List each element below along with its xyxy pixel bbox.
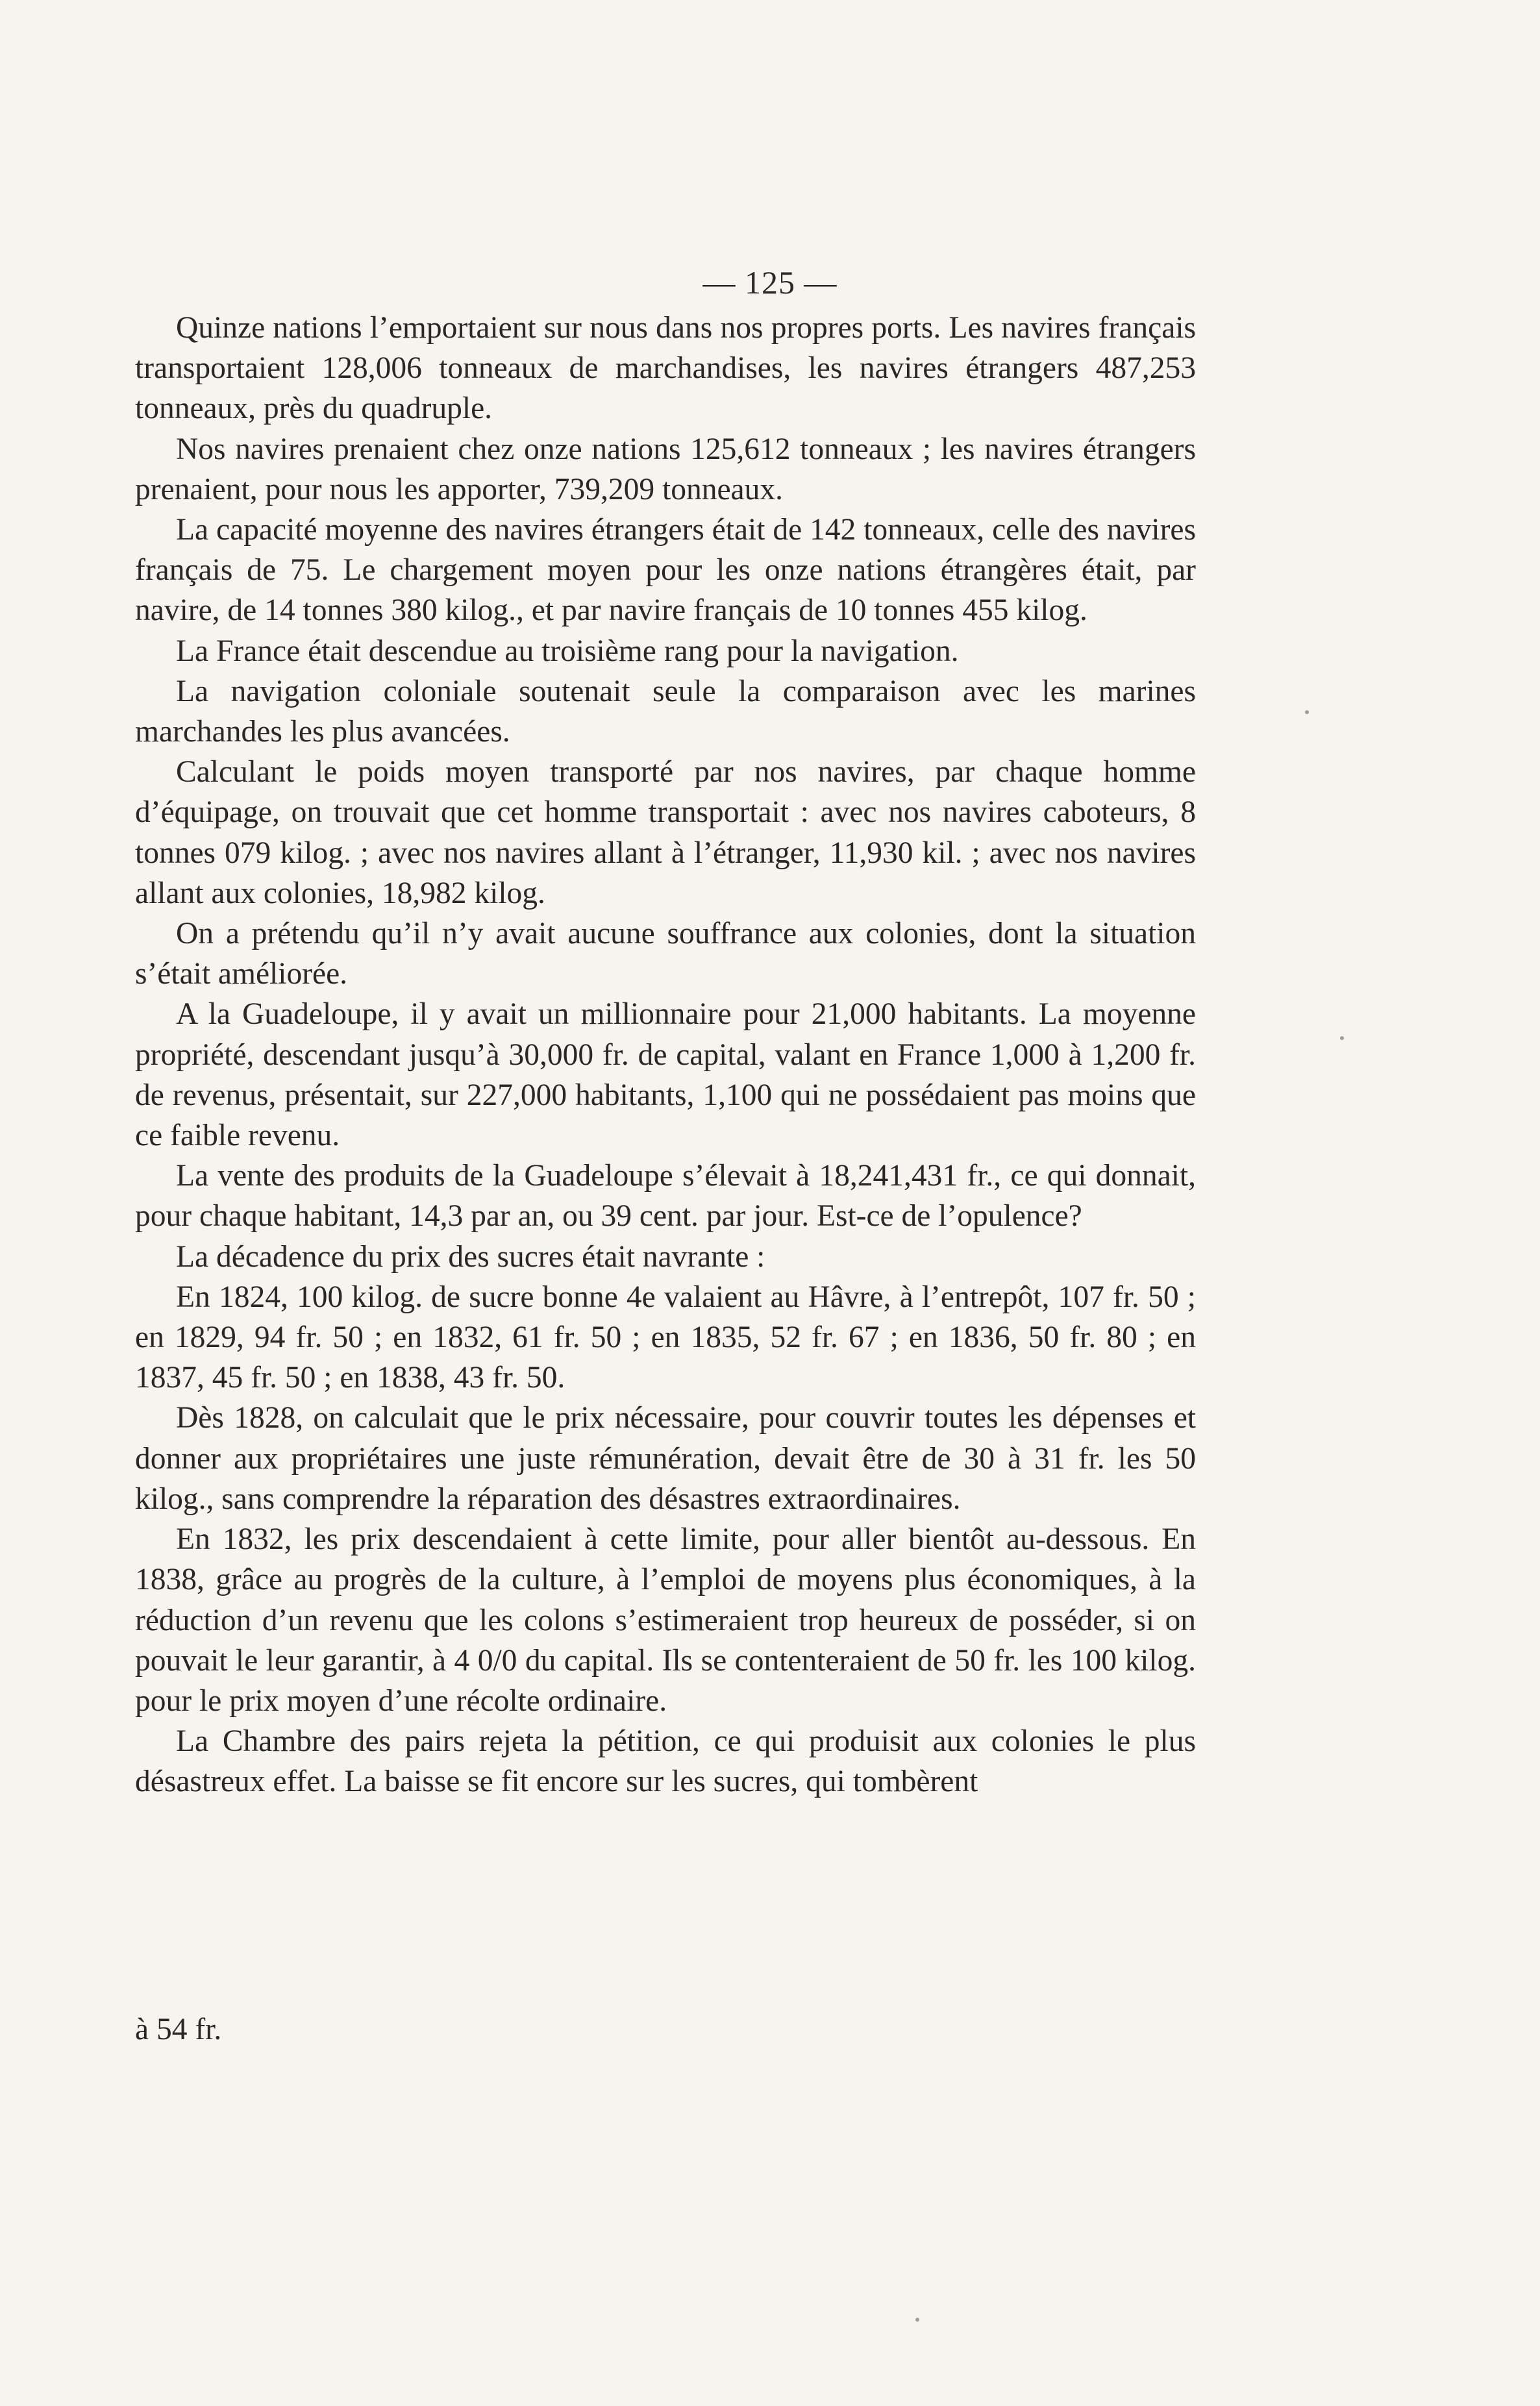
paragraph: On a prétendu qu’il n’y avait aucune souffrance aux colonies, dont la situation s’était améliorée.: [135, 917, 1196, 991]
paragraph: La décadence du prix des sucres était navrante :: [176, 1239, 765, 1274]
paragraph: A la Guadeloupe, il y avait un millionnaire pour 21,000 habitants. La moyenne propriété, descendant jusqu’à 30,000 fr. de capital, valant en France 1,000 à 1,200 fr. de revenus, présentait, sur 227,000 habitants, 1,100 qui ne possédaient pas moins que ce faible revenu.: [135, 997, 1196, 1153]
paragraph: La Chambre des pairs rejeta la pétition, ce qui produisit aux colonies le plus désastreux effet. La baisse se fit encore sur les sucres, qui tombèrent: [135, 1724, 1196, 1799]
paragraph: Nos navires prenaient chez onze nations 125,612 tonneaux ; les navires étrangers prenaient, pour nous les apporter, 739,209 tonneaux.: [135, 432, 1196, 506]
paragraph: En 1832, les prix descendaient à cette limite, pour aller bientôt au-dessous. En 1838, grâce au progrès de la culture, à l’emploi de moyens plus économiques, à la réduction d’un revenu que les colons s’estimeraient trop heureux de posséder, si on pouvait le leur garantir, à 4 0/0 du capital. Ils se contenteraient de 50 fr. les 100 kilog. pour le prix moyen d’une récolte ordinaire.: [135, 1522, 1196, 1718]
paragraph: La France était descendue au troisième rang pour la navigation.: [176, 634, 959, 668]
final-line: à 54 fr.: [135, 2013, 222, 2046]
paragraph: Quinze nations l’emportaient sur nous dans nos propres ports. Les navires français transportaient 128,006 tonneaux de marchandises, les navires étrangers 487,253 tonneaux, près du quadruple.: [135, 311, 1196, 426]
scan-speck: [915, 2318, 919, 2322]
paragraph: Calculant le poids moyen transporté par nos navires, par chaque homme d’équipage, on trouvait que cet homme transportait : avec nos navires caboteurs, 8 tonnes 079 kilog. ; avec nos navires allant à l’étranger, 11,930 kil. ; avec nos navires allant aux colonies, 18,982 kilog.: [135, 755, 1196, 910]
paragraph: La capacité moyenne des navires étrangers était de 142 tonneaux, celle des navires français de 75. Le chargement moyen pour les onze nations étrangères était, par navire, de 14 tonnes 380 kilog., et par navire français de 10 tonnes 455 kilog.: [135, 513, 1196, 628]
scan-speck: [1305, 710, 1309, 714]
scan-speck: [1340, 1036, 1344, 1040]
paragraph: Dès 1828, on calculait que le prix nécessaire, pour couvrir toutes les dépenses et donner aux propriétaires une juste rémunération, devait être de 30 à 31 fr. les 50 kilog., sans comprendre la réparation des désastres extraordinaires.: [135, 1401, 1196, 1516]
paragraph: La vente des produits de la Guadeloupe s’élevait à 18,241,431 fr., ce qui donnait, pour chaque habitant, 14,3 par an, ou 39 cent. par jour. Est-ce de l’opulence?: [135, 1159, 1196, 1234]
paragraph: La navigation coloniale soutenait seule la comparaison avec les marines marchandes les plus avancées.: [135, 674, 1196, 749]
body-text: [135, 308, 1196, 1802]
page-number: — 125 —: [702, 264, 838, 301]
paragraph: En 1824, 100 kilog. de sucre bonne 4e valaient au Hâvre, à l’entrepôt, 107 fr. 50 ; en 1829, 94 fr. 50 ; en 1832, 61 fr. 50 ; en 1835, 52 fr. 67 ; en 1836, 50 fr. 80 ; en 1837, 45 fr. 50 ; en 1838, 43 fr. 50.: [135, 1280, 1196, 1395]
